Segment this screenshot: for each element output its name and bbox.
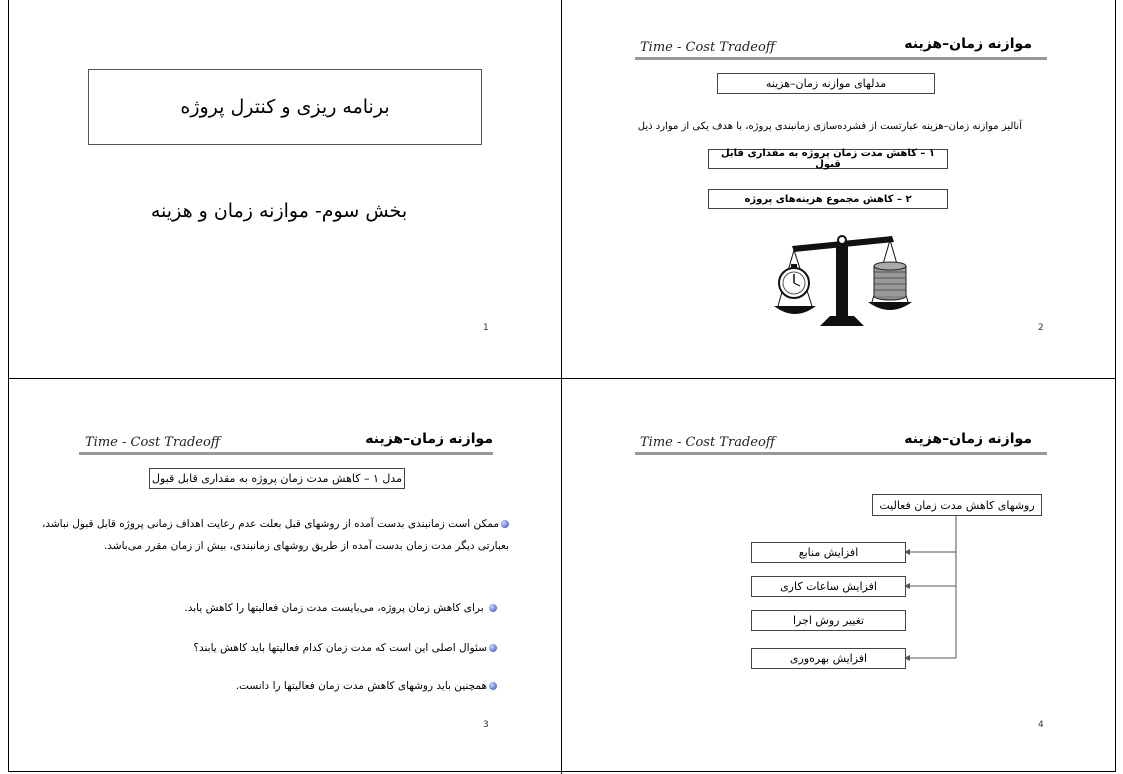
- intro-text: آنالیز موازنه زمان–هزینه عبارتست از فشرده‌سازی زمانبندی پروژه، با هدف یکی از موارد ذیل: [637, 121, 1022, 132]
- header-persian: موازنه زمان–هزینه: [904, 36, 1032, 52]
- models-box-label: مدلهای موازنه زمان–هزینه: [765, 77, 887, 90]
- bullet-icon: [489, 682, 497, 690]
- page-number: 4: [1038, 720, 1044, 730]
- method-box-1: [751, 542, 906, 563]
- slide-1-title: برنامه ریزی و کنترل پروژه: [180, 96, 390, 118]
- scale-with-clock-and-coins-icon: [772, 230, 912, 332]
- model-1-box: [149, 468, 405, 489]
- page-number: 2: [1038, 323, 1044, 333]
- slide-1-title-box: [88, 69, 482, 145]
- method-label-2: افزایش ساعات کاری: [780, 580, 877, 593]
- goal-1-label: ۱ – کاهش مدت زمان پروژه به مقداری قابل قبول: [720, 148, 936, 170]
- method-box-2: [751, 576, 906, 597]
- header-rule: [635, 452, 1047, 455]
- goal-2-box: [708, 189, 948, 209]
- method-label-4: افزایش بهره‌وری: [789, 652, 868, 665]
- models-box: [717, 73, 935, 94]
- bullet-icon: [489, 644, 497, 652]
- header-english: Time - Cost Tradeoff: [85, 435, 220, 450]
- method-label-3: تغییر روش اجرا: [792, 614, 865, 627]
- bullet-text-2: سئوال اصلی این است که مدت زمان کدام فعالیتها باید کاهش یابند؟: [193, 642, 487, 654]
- model-1-box-label: مدل ۱ – کاهش مدت زمان پروژه به مقداری قابل قبول: [151, 472, 403, 485]
- page-number: 3: [483, 720, 489, 730]
- root-label: روشهای کاهش مدت زمان فعالیت: [879, 498, 1035, 512]
- header-persian: موازنه زمان–هزینه: [904, 431, 1032, 447]
- bullet-item-1: [184, 602, 497, 614]
- slide-3: [9, 380, 561, 756]
- header-english: Time - Cost Tradeoff: [640, 40, 775, 55]
- bullet-icon: [489, 604, 497, 612]
- horizontal-divider: [8, 378, 1116, 379]
- goal-1-box: [708, 149, 948, 169]
- slide-1: [9, 0, 561, 376]
- bullet-text-1: برای کاهش زمان پروژه، می‌بایست مدت زمان فعالیتها را کاهش یابد.: [184, 602, 484, 614]
- page-number: 1: [483, 323, 489, 333]
- header-rule: [635, 57, 1047, 60]
- bullet-text-3: همچنین باید روشهای کاهش مدت زمان فعالیتها را دانست.: [235, 680, 487, 692]
- bullet-icon: [501, 520, 509, 528]
- bullet-item-3: [236, 680, 497, 692]
- paragraph-line-1: ممکن است زمانبندی بدست آمده از روشهای قبل بعلت عدم رعایت اهداف زمانی پروژه قابل قبول نباشد،: [41, 518, 499, 530]
- method-box-4: [751, 648, 906, 669]
- header-persian: موازنه زمان–هزینه: [365, 431, 493, 447]
- header-english: Time - Cost Tradeoff: [640, 435, 775, 450]
- slide-1-subtitle: بخش سوم- موازنه زمان و هزینه: [150, 200, 408, 222]
- method-label-1: افزایش منابع: [798, 546, 859, 559]
- bullet-item-2: [193, 642, 497, 654]
- slide-4: [562, 380, 1114, 756]
- header-rule: [79, 452, 493, 455]
- paragraph-line-2: بعبارتی دیگر مدت زمان بدست آمده از طریق روشهای زمانبندی، بیش از زمان مقرر می‌باشد.: [103, 540, 509, 552]
- slide-2: [562, 0, 1114, 376]
- method-box-3: [751, 610, 906, 631]
- goal-2-label: ۲ – کاهش مجموع هزینه‌های پروژه: [744, 193, 912, 205]
- root-box: [872, 494, 1042, 516]
- intro-paragraph: [41, 513, 509, 557]
